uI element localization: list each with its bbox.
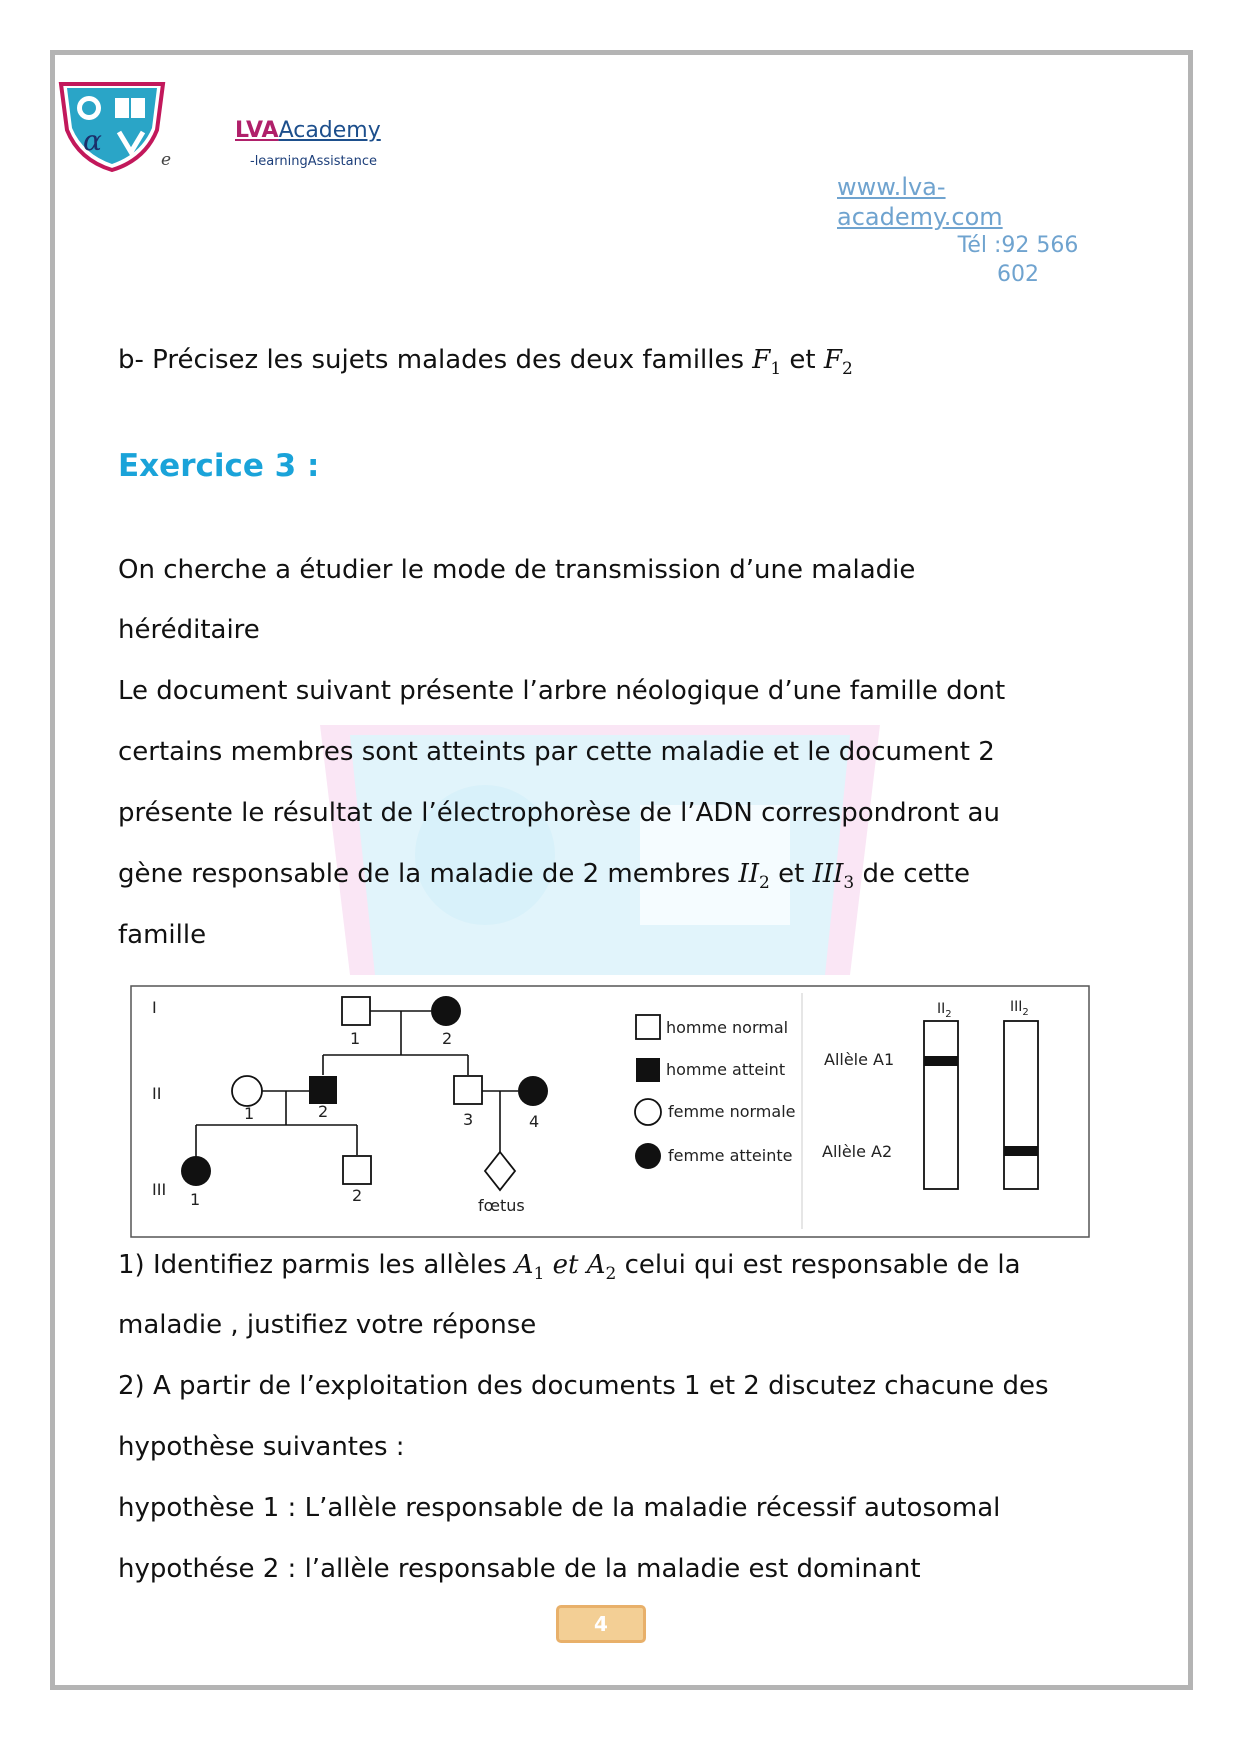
gel-label-allele-a2: Allèle A2: [822, 1142, 893, 1161]
gel-label-allele-a1: Allèle A1: [824, 1050, 895, 1069]
website-line-2: academy.com: [837, 203, 1003, 231]
legend-symbol-affected-male: [636, 1058, 660, 1082]
brand-academy: Academy: [278, 118, 381, 143]
gel-band-iii2-a2: [1004, 1146, 1038, 1156]
individual-i1-normal-male: [342, 997, 370, 1025]
intro-line-6-b: et: [769, 859, 813, 889]
label-iii1: 1: [190, 1190, 201, 1209]
website-line-1: www.lva-: [837, 173, 946, 201]
math-iii3: [812, 859, 855, 894]
question-1-part-a: 1) Identifiez parmis les allèles: [118, 1250, 515, 1280]
math-a1-base: A: [514, 1250, 534, 1280]
intro-line-4: certains membres sont atteints par cette maladie et le document 2: [118, 737, 995, 767]
intro-line-7: famille: [118, 920, 207, 950]
gel-lane-iii2-base: III: [1010, 999, 1023, 1015]
generation-label-iii: III: [152, 1180, 167, 1199]
telephone-line-2: 602: [997, 262, 1039, 287]
question-1-part-b: celui qui est responsable de la: [616, 1250, 1021, 1280]
question-1-line-2: maladie , justifiez votre réponse: [118, 1310, 537, 1340]
question-b: [118, 345, 853, 384]
math-iii3-sub: 3: [843, 873, 855, 894]
gel-band-ii2-a1: [924, 1056, 958, 1066]
label-iii2: 2: [352, 1186, 363, 1205]
math-a1: [514, 1250, 545, 1285]
math-ii2-sub: 2: [759, 873, 770, 894]
math-a1-sub: 1: [533, 1264, 545, 1285]
individual-ii1-normal-female: [232, 1076, 262, 1106]
gel-lane-ii2: [924, 1021, 958, 1189]
math-a2: [586, 1250, 617, 1285]
label-i2: 2: [442, 1029, 453, 1048]
brand-e-mark: e: [161, 150, 172, 170]
gel-lane-iii2-sub: 2: [1022, 1007, 1029, 1018]
question-b-text: b- Précisez les sujets malades des deux familles: [118, 345, 753, 375]
intro-line-6-c: de cette: [854, 859, 970, 889]
label-ii2: 2: [318, 1102, 329, 1121]
intro-line-6-a: gène responsable de la maladie de 2 membres: [118, 859, 739, 889]
legend-symbol-normal-male: [636, 1015, 660, 1039]
math-f1: [752, 345, 782, 380]
label-ii3: 3: [463, 1110, 474, 1129]
brand-tagline: -learningAssistance: [250, 154, 377, 169]
question-1-line-1: [118, 1250, 1021, 1289]
label-ii4: 4: [529, 1112, 540, 1131]
hypothesis-2: hypothése 2 : l’allèle responsable de la maladie est dominant: [118, 1554, 921, 1584]
brand-lva: LVA: [235, 118, 279, 143]
math-ii2-base: II: [738, 859, 760, 889]
intro-line-2: héréditaire: [118, 615, 260, 645]
individual-iii2-normal-male: [343, 1156, 371, 1184]
gel-lane-ii2-sub: 2: [945, 1009, 952, 1020]
math-a2-base: A: [586, 1250, 606, 1280]
individual-ii3-normal-male: [454, 1076, 482, 1104]
individual-ii4-affected-female: [518, 1076, 548, 1106]
generation-label-i: I: [152, 998, 157, 1017]
brand-name: [235, 118, 381, 143]
label-fetus: fœtus: [478, 1196, 525, 1215]
label-i1: 1: [350, 1029, 361, 1048]
legend-normal-male: homme normal: [666, 1018, 789, 1037]
legend-affected-male: homme atteint: [666, 1060, 786, 1079]
generation-label-ii: II: [152, 1084, 162, 1103]
math-et: et: [544, 1250, 587, 1280]
math-ii2: [738, 859, 770, 894]
math-a2-sub: 2: [605, 1264, 617, 1285]
math-f2-sub: 2: [841, 359, 853, 380]
telephone-line-1: Tél :92 566: [957, 233, 1079, 258]
legend-symbol-normal-female: [635, 1099, 661, 1125]
intro-line-3: Le document suivant présente l’arbre néologique d’une famille dont: [118, 676, 1006, 706]
gel-lane-iii2: [1004, 1021, 1038, 1189]
legend-symbol-affected-female: [635, 1143, 661, 1169]
intro-line-6: [118, 859, 970, 898]
label-ii1: 1: [244, 1104, 255, 1123]
individual-i2-affected-female: [431, 996, 461, 1026]
math-f2: [823, 345, 853, 380]
question-b-conj: et: [781, 345, 824, 375]
hypothesis-1: hypothèse 1 : L’allèle responsable de la maladie récessif autosomal: [118, 1493, 1001, 1523]
question-2-line-2: hypothèse suivantes :: [118, 1432, 405, 1462]
math-f2-base: F: [823, 345, 842, 375]
website-link[interactable]: [837, 172, 1067, 232]
question-2-line-1: 2) A partir de l’exploitation des documents 1 et 2 discutez chacune des: [118, 1371, 1049, 1401]
intro-line-5: présente le résultat de l’électrophorèse de l’ADN correspondront au: [118, 798, 1000, 828]
intro-line-1: On cherche a étudier le mode de transmission d’une maladie: [118, 555, 916, 585]
math-iii3-base: III: [812, 859, 844, 889]
individual-iii1-affected-female: [181, 1156, 211, 1186]
telephone: [948, 231, 1088, 289]
gel-lane-ii2-base: II: [937, 1001, 946, 1017]
svg-text:α: α: [83, 124, 102, 157]
exercise-title: Exercice 3 :: [118, 448, 320, 484]
lva-academy-logo: [57, 80, 167, 172]
page-number-badge: 4: [556, 1605, 646, 1643]
individual-ii2-affected-male: [309, 1076, 337, 1104]
math-f1-base: F: [752, 345, 771, 375]
math-f1-sub: 1: [770, 359, 782, 380]
legend-normal-female: femme normale: [668, 1102, 796, 1121]
legend-affected-female: femme atteinte: [668, 1146, 793, 1165]
pedigree-figure: [130, 985, 1090, 1238]
